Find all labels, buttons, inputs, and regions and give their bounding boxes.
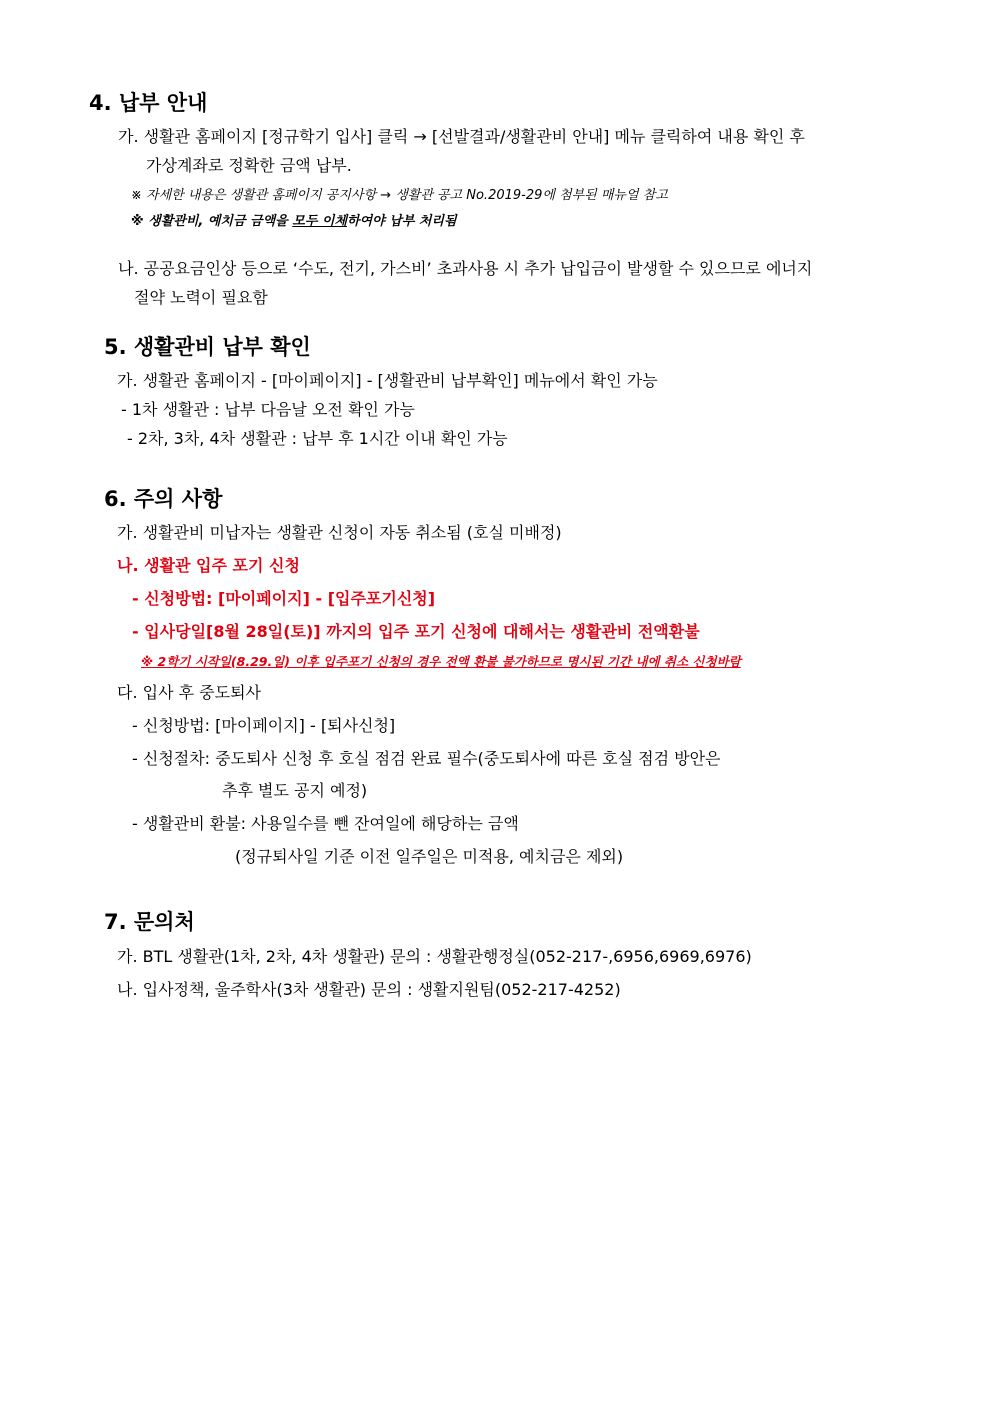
s7-contact-ulju: 나. 입사정책, 울주학사(3차 생활관) 문의 : 생활지원팀(052-217-4252) — [117, 980, 621, 999]
s4-note-transfer — [131, 215, 457, 228]
s7-contact-btl: 가. BTL 생활관(1차, 2차, 4차 생활관) 문의 : 생활관행정실(052-217-,6956,6969,6976) — [117, 947, 752, 966]
s4-item-na-line2: 절약 노력이 필요함 — [134, 288, 268, 307]
s6-da-detail-1: - 신청방법: [마이페이지] - [퇴사신청] — [132, 716, 396, 735]
s4-note-transfer-post: 하여야 납부 처리됨 — [347, 214, 457, 229]
s5-item-ga: 가. 생활관 홈페이지 - [마이페이지] - [생활관비 납부확인] 메뉴에서 확인 가능 — [117, 371, 658, 390]
s6-da-detail-3: - 생활관비 환불: 사용일수를 뺀 잔여일에 해당하는 금액 — [132, 814, 519, 833]
section-5-title: 5. 생활관비 납부 확인 — [104, 335, 311, 359]
s5-detail-1: - 1차 생활관 : 납부 다음날 오전 확인 가능 — [121, 400, 415, 419]
s6-da-detail-2-cont: 추후 별도 공지 예정) — [222, 781, 368, 800]
s4-note-transfer-pre: ※ 생활관비, 예치금 금액을 — [131, 214, 293, 229]
s4-item-ga-line2: 가상계좌로 정확한 금액 납부. — [146, 156, 352, 175]
s6-da-detail-2: - 신청절차: 중도퇴사 신청 후 호실 점검 완료 필수(중도퇴사에 따른 호실 점검 방안은 — [132, 749, 721, 768]
s6-na-detail-1: - 신청방법: [마이페이지] - [입주포기신청] — [132, 589, 436, 608]
s4-item-ga-line1: 가. 생활관 홈페이지 [정규학기 입사] 클릭 → [선발결과/생활관비 안내] 메뉴 클릭하여 내용 확인 후 — [118, 127, 805, 146]
s6-na-note: ※ 2학기 시작일(8.29.일) 이후 입주포기 신청의 경우 전액 환불 불가하므로 명시된 기간 내에 취소 신청바람 — [141, 654, 741, 669]
s5-detail-2: - 2차, 3차, 4차 생활관 : 납부 후 1시간 이내 확인 가능 — [127, 429, 508, 448]
s4-note-transfer-underlined: 모두 이체 — [292, 214, 348, 229]
s6-na-detail-2: - 입사당일[8월 28일(토)] 까지의 입주 포기 신청에 대해서는 생활관비 전액환불 — [132, 622, 700, 641]
s4-note-reference: ※ 자세한 내용은 생활관 홈페이지 공지사항 → 생활관 공고 No.2019-29에 첨부된 매뉴얼 참고 — [131, 188, 668, 203]
s6-da-detail-3-cont: (정규퇴사일 기준 이전 일주일은 미적용, 예치금은 제외) — [235, 847, 624, 866]
section-7-title: 7. 문의처 — [104, 910, 195, 934]
s6-item-na: 나. 생활관 입주 포기 신청 — [117, 556, 300, 575]
s6-item-ga: 가. 생활관비 미납자는 생활관 신청이 자동 취소됨 (호실 미배정) — [117, 523, 562, 542]
s4-item-na-line1: 나. 공공요금인상 등으로 ‘수도, 전기, 가스비’ 초과사용 시 추가 납입금이 발생할 수 있으므로 에너지 — [118, 259, 813, 278]
section-6-title: 6. 주의 사항 — [104, 487, 223, 511]
s6-item-da: 다. 입사 후 중도퇴사 — [117, 683, 261, 702]
section-4-title: 4. 납부 안내 — [89, 91, 208, 115]
